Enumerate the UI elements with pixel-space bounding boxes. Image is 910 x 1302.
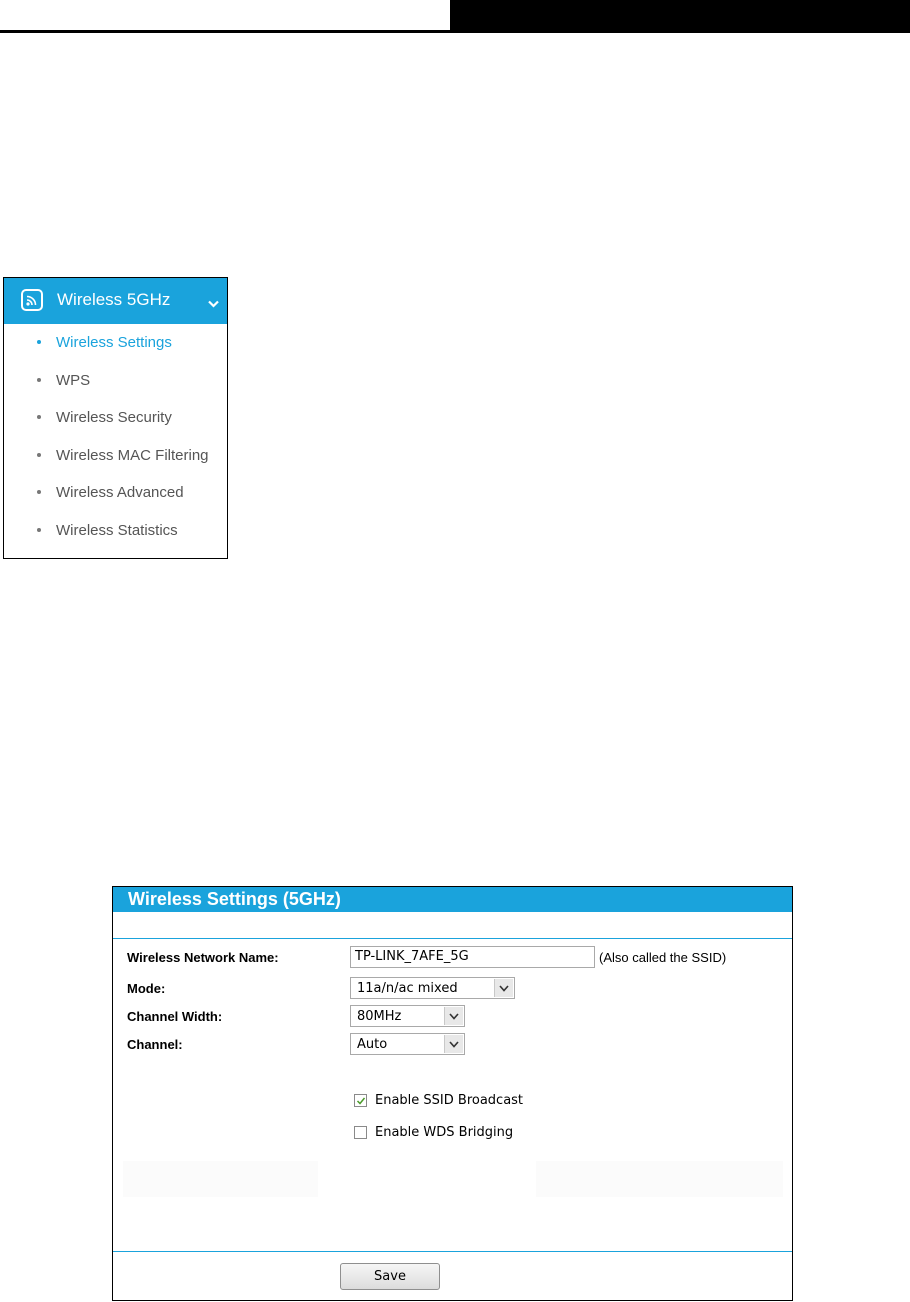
checkmark-icon [356, 1096, 366, 1106]
wireless-settings-panel [112, 886, 793, 1301]
bullet-icon [37, 378, 41, 382]
ssid-broadcast-label: Enable SSID Broadcast [375, 1093, 524, 1108]
chevron-down-icon [494, 979, 513, 997]
channel-select[interactable] [350, 1033, 465, 1055]
network-name-input[interactable] [350, 946, 595, 968]
channel-width-label: Channel Width: [127, 1009, 223, 1024]
mode-label: Mode: [127, 981, 166, 996]
sidebar-item-wireless-mac-filtering[interactable] [4, 437, 227, 475]
sidebar-item-label: Wireless Security [56, 409, 172, 426]
bullet-icon [37, 415, 41, 419]
mode-value: 11a/n/ac mixed [357, 981, 458, 996]
chevron-down-icon[interactable] [208, 295, 219, 313]
mode-select[interactable] [350, 977, 515, 999]
page-header-right [450, 0, 910, 33]
sidebar-section-title: Wireless 5GHz [57, 290, 171, 309]
wds-bridging-label: Enable WDS Bridging [375, 1125, 514, 1140]
page-header-rule [0, 30, 450, 33]
panel-title: Wireless Settings (5GHz) [113, 887, 792, 912]
sidebar-item-label: WPS [56, 371, 91, 389]
bullet-icon [37, 490, 41, 494]
channel-label: Channel: [127, 1037, 183, 1052]
bullet-icon [37, 528, 41, 532]
sidebar-items [4, 324, 227, 549]
bullet-icon [37, 340, 41, 344]
channel-value: Auto [357, 1037, 388, 1052]
sidebar-menu [3, 277, 228, 559]
sidebar-item-label: Wireless Statistics [56, 521, 178, 539]
network-name-value: TP-LINK_7AFE_5G [355, 949, 469, 964]
wds-bridging-checkbox[interactable] [354, 1126, 367, 1139]
sidebar-item-label: Wireless Advanced [56, 484, 184, 501]
save-button[interactable]: Save [340, 1263, 440, 1290]
sidebar-item-wireless-security[interactable] [4, 399, 227, 437]
chevron-down-icon [444, 1035, 463, 1053]
sidebar-item-label: Wireless MAC Filtering [56, 446, 209, 464]
page-header-left [0, 0, 450, 30]
divider [113, 1251, 792, 1252]
sidebar-item-wps[interactable] [4, 362, 227, 400]
sidebar-item-wireless-advanced[interactable] [4, 474, 227, 512]
hidden-settings-cell [318, 1161, 536, 1197]
sidebar-section-wireless-5ghz[interactable] [4, 278, 227, 324]
channel-width-select[interactable] [350, 1005, 465, 1027]
bullet-icon [37, 453, 41, 457]
ssid-broadcast-checkbox[interactable] [354, 1094, 367, 1107]
sidebar-item-wireless-statistics[interactable] [4, 512, 227, 550]
channel-width-value: 80MHz [357, 1009, 402, 1024]
sidebar-item-label: Wireless Settings [56, 334, 172, 351]
wireless-signal-icon [21, 289, 43, 311]
chevron-down-icon [444, 1007, 463, 1025]
network-name-label: Wireless Network Name: [127, 950, 279, 965]
sidebar-item-wireless-settings[interactable] [4, 324, 227, 362]
divider [113, 938, 792, 939]
ssid-hint: (Also called the SSID) [599, 950, 727, 965]
